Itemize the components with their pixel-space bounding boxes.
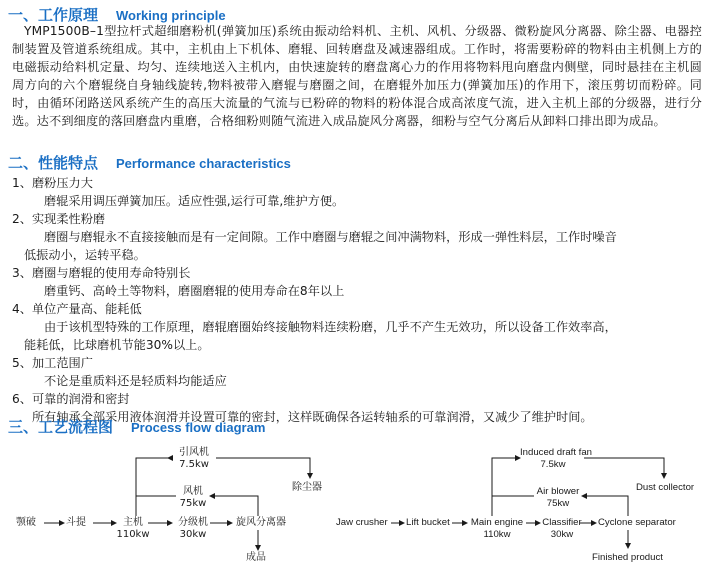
feature-5-head: 5、加工范围广 xyxy=(12,356,93,370)
feature-6-body: 所有轴承全部采用液体润滑并设置可靠的密封，这样既确保各运转轴系的可靠润滑，又减少了维护时间。 xyxy=(32,410,593,424)
flow-en-classifier-kw: 30kw xyxy=(550,529,574,540)
flow-cn-crusher: 颚破 xyxy=(16,517,36,528)
flow-cn-fan-mid-label: 风机 xyxy=(183,486,203,497)
heading-cn: 三、工艺流程图 xyxy=(8,418,114,436)
flow-cn-cyclone: 旋风分离器 xyxy=(236,517,286,528)
feature-2-body-2: 低振动小，运转平稳。 xyxy=(24,248,146,262)
flow-cn-main-label: 主机 xyxy=(123,517,143,528)
flow-en-fan-top-kw: 7.5kw xyxy=(540,459,566,470)
flow-en-fan-mid xyxy=(534,486,582,510)
flow-cn-dust: 除尘器 xyxy=(292,482,322,493)
flow-en-lift: Lift bucket xyxy=(406,517,450,528)
flow-en-dust: Dust collector xyxy=(636,482,695,493)
flow-cn-classifier-kw: 30kw xyxy=(179,529,207,540)
flow-cn-lift: 斗提 xyxy=(66,517,86,528)
flow-en-classifier-label: Classifier xyxy=(542,517,582,528)
heading-cn: 一、工作原理 xyxy=(8,6,99,24)
flow-en-fan-mid-kw: 75kw xyxy=(546,498,570,509)
flow-cn-classifier-label: 分级机 xyxy=(178,517,208,528)
feature-5-body: 不论是重质料还是轻质料均能适应 xyxy=(44,374,227,388)
feature-1-head: 1、磨粉压力大 xyxy=(12,176,93,190)
feature-4-head: 4、单位产量高、能耗低 xyxy=(12,302,142,316)
flow-en-main xyxy=(466,517,528,541)
working-principle-text: YMP1500B–1型拉杆式超细磨粉机(弹簧加压)系统由振动给料机、主机、风机、分级器、微粉旋风分离器、除尘器、电器控制装置及管道系统组成。其中，主机由上下机体、磨辊、回转磨盘及减速器组成。工作时，将需要粉碎的物料由主机侧上方的电磁振动给料机定量、均匀、连续地送入主机内，由快速旋转的磨盘离心力的作用将物料甩向磨盘内侧壁，同时悬挂在主机圆周方向的六个磨辊绕自身轴线旋转,物料被带入磨辊与磨圈之间，在磨辊外加压力(弹簧加压)的作用下，滚压剪切而粉碎。同时，由循环闭路送风系统产生的高压大流量的气流与已粉碎的物料的粉体混合成高浓度气流，进入主机上部的分级器，进行分选。达不到细度的落回磨盘内重磨，合格细粉则随气流进入成品旋风分离器，细粉与空气分离后从卸料口排出即为成品。 xyxy=(12,24,702,128)
flow-en-main-kw: 110kw xyxy=(483,529,511,540)
flow-cn-product: 成品 xyxy=(246,552,266,563)
flow-en-product: Finished product xyxy=(592,552,663,563)
flow-en-main-label: Main engine xyxy=(470,517,524,528)
flow-cn-main-kw: 110kw xyxy=(116,529,150,540)
flow-cn-fan-top-kw: 7.5kw xyxy=(179,459,209,470)
flow-cn-fan-mid-kw: 75kw xyxy=(179,498,207,509)
flow-cn-fan-mid xyxy=(176,486,210,510)
feature-3-head: 3、磨圈与磨辊的使用寿命特别长 xyxy=(12,266,191,280)
flow-en-crusher: Jaw crusher xyxy=(336,517,388,528)
flow-en-classifier xyxy=(540,517,584,541)
heading-en: Working principle xyxy=(116,8,226,23)
flow-en-fan-top xyxy=(520,447,593,471)
feature-2-head: 2、实现柔性粉磨 xyxy=(12,212,106,226)
flow-cn-fan-top-label: 引风机 xyxy=(179,447,209,458)
flow-cn-fan-top xyxy=(172,447,216,471)
feature-4-body-2: 能耗低，比球磨机节能30%以上。 xyxy=(24,338,210,352)
flow-en-cyclone: Cyclone separator xyxy=(598,517,676,528)
flow-cn-classifier xyxy=(174,517,212,541)
feature-6-head: 6、可靠的润滑和密封 xyxy=(12,392,130,406)
heading-en: Process flow diagram xyxy=(131,420,266,435)
feature-1-body: 磨辊采用调压弹簧加压。适应性强,运行可靠,维护方便。 xyxy=(44,194,345,208)
feature-4-body-1: 由于该机型特殊的工作原理，磨辊磨圈始终接触物料连续粉磨，几乎不产生无效功，所以设备工作效率高， xyxy=(44,320,617,334)
flow-cn-main xyxy=(116,517,150,541)
heading-en: Performance characteristics xyxy=(116,156,291,171)
feature-3-body: 磨重钙、高岭土等物料，磨圈磨辊的使用寿命在8年以上 xyxy=(44,284,345,298)
flow-en-fan-top-label: Induced draft fan xyxy=(520,447,593,458)
feature-2-body-1: 磨圈与磨辊永不直接接触而是有一定间隙。工作中磨圈与磨辊之间冲满物料，形成一弹性料层，工作时噪音 xyxy=(44,230,617,244)
flow-en-fan-mid-label: Air blower xyxy=(536,486,580,497)
heading-cn: 二、性能特点 xyxy=(8,154,99,172)
